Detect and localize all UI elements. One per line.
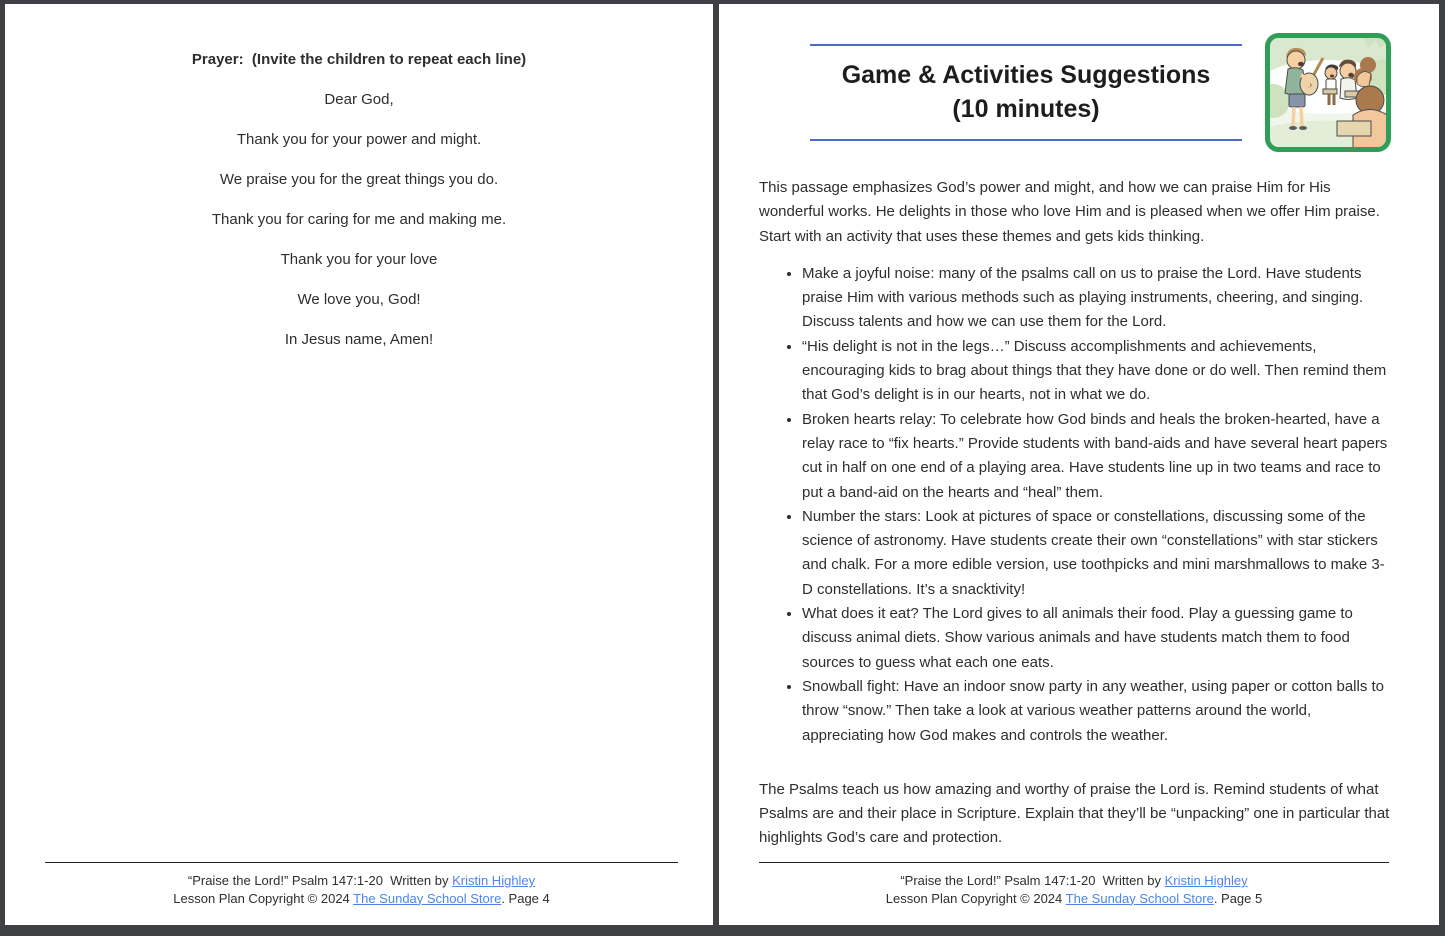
footer-divider — [759, 862, 1389, 863]
store-link[interactable]: The Sunday School Store — [1065, 890, 1214, 906]
viewer-bottom-bar — [0, 925, 1445, 936]
page-footer — [759, 862, 1389, 907]
page-5 — [719, 4, 1439, 925]
section-header — [759, 33, 1391, 152]
footer-citation-line — [45, 872, 678, 890]
footer-copyright-text: Lesson Plan Copyright © 2024 — [885, 890, 1066, 906]
author-link[interactable]: Kristin Highley — [1164, 873, 1248, 888]
prayer-line: Thank you for your love — [280, 251, 438, 268]
section-title-duration: (10 minutes) — [952, 95, 1100, 123]
page-footer — [45, 862, 678, 907]
prayer-line: Thank you for caring for me and making me. — [211, 211, 507, 228]
section-title: Game & Activities Suggestions — [841, 61, 1211, 89]
footer-copyright-line — [759, 890, 1389, 908]
prayer-section — [5, 4, 713, 352]
prayer-line: We praise you for the great things you do. — [219, 171, 499, 188]
page-number: . Page 5 — [1213, 890, 1263, 906]
activity-item: • Make a joyful noise: many of the psalms call on us to praise the Lord. Have students praise Him with various methods such as playing instruments, cheering, and singing. Discuss talents and how we can use them for the Lord. — [802, 262, 1391, 335]
footer-copyright-text: Lesson Plan Copyright © 2024 — [173, 890, 354, 906]
footer-divider — [45, 862, 678, 863]
footer-citation-text: “Praise the Lord!” Psalm 147:1-20 Written by — [187, 873, 453, 888]
author-link[interactable]: Kristin Highley — [452, 873, 536, 888]
activity-item: • Snowball fight: Have an indoor snow party in any weather, using paper or cotton balls to throw “snow.” Then take a look at various weather patterns around the world, appreciating how God makes and controls the weather. — [802, 675, 1391, 748]
prayer-heading: Prayer: (Invite the children to repeat each line) — [191, 51, 527, 68]
children-singing-illustration — [1265, 33, 1391, 152]
prayer-line: In Jesus name, Amen! — [284, 331, 434, 348]
prayer-line: We love you, God! — [297, 291, 421, 308]
section-title-block — [810, 44, 1242, 141]
activity-item: • “His delight is not in the legs…” Discuss accomplishments and achievements, encouraging kids to brag about things that they have done or do well. Then remind them that God’s delight is in our hearts, not in what we do. — [802, 335, 1391, 408]
page-4 — [5, 4, 713, 925]
activities-list — [759, 262, 1391, 748]
store-link[interactable]: The Sunday School Store — [353, 890, 502, 906]
footer-copyright-line — [45, 890, 678, 908]
intro-paragraph: This passage emphasizes God’s power and might, and how we can praise Him for His wonderful works. He delights in those who love Him and is pleased when we offer Him praise. Start with an activity that uses these themes and gets kids thinking. — [759, 179, 1380, 245]
activity-item: • Number the stars: Look at pictures of space or constellations, discussing some of the science of astronomy. Have students create their own “constellations” with star stickers and chalk. For a more edible version, use toothpicks and mini marshmallows to make 3-D constellations. It’s a snacktivity! — [802, 505, 1391, 602]
footer-citation-line — [759, 872, 1389, 890]
footer-citation-text: “Praise the Lord!” Psalm 147:1-20 Written by — [900, 873, 1165, 888]
activity-item: • Broken hearts relay: To celebrate how God binds and heals the broken-hearted, have a relay race to “fix hearts.” Provide students with band-aids and have several heart papers cut in half on one end of a playing area. Have students line up in two teams and race to put a band-aid on the hearts and “heal” them. — [802, 408, 1391, 505]
prayer-line: Thank you for your power and might. — [236, 131, 482, 148]
closing-paragraph: The Psalms teach us how amazing and worthy of praise the Lord is. Remind students of what Psalms are and their place in Scripture. Explain that they’ll be “unpacking” one in particular that highlights God’s care and protection. — [759, 780, 1390, 847]
activity-item: • What does it eat? The Lord gives to all animals their food. Play a guessing game to discuss animal diets. Show various animals and have students match them to food sources to guess what each one eats. — [802, 602, 1391, 675]
prayer-line: Dear God, — [324, 91, 394, 108]
page-number: . Page 4 — [501, 890, 550, 906]
